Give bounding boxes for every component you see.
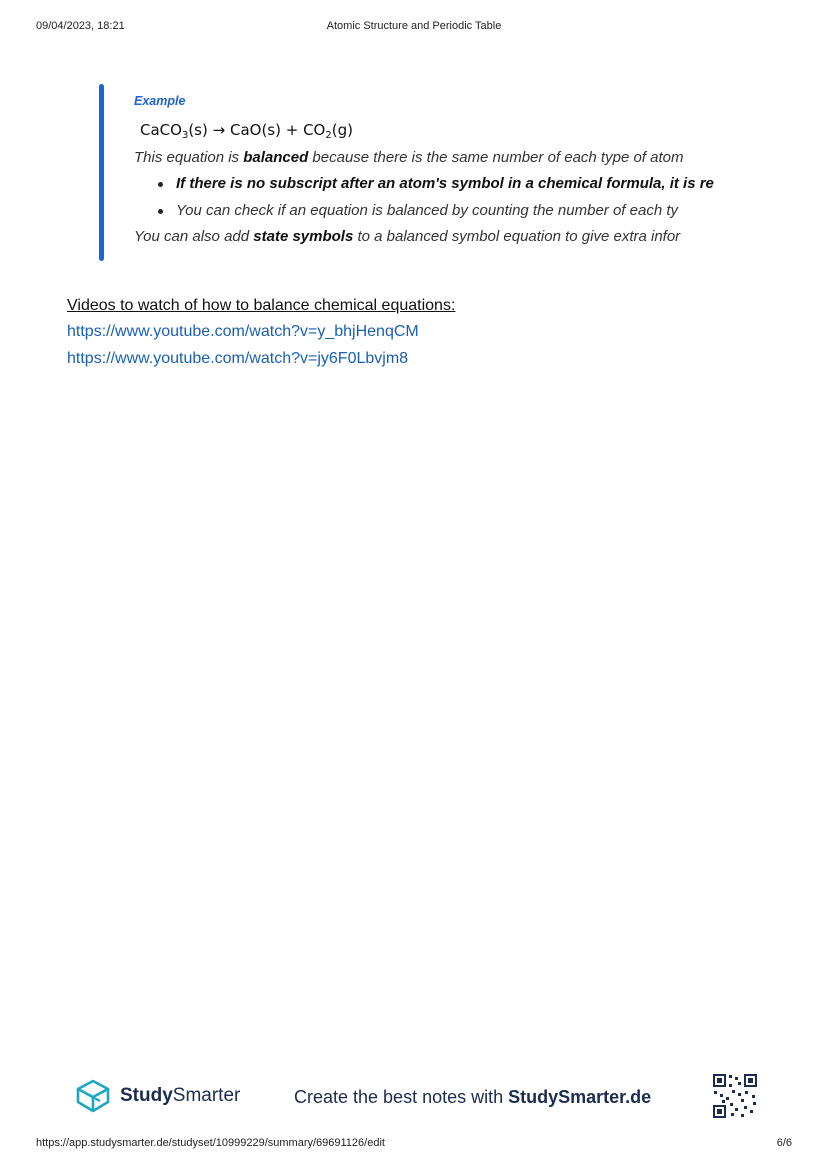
product-1: CaO(s) [229,121,281,139]
bullet-dot [158,209,163,214]
qr-code-icon [712,1073,758,1119]
tagline-text: Create the best notes with [294,1087,509,1107]
bold-term: balanced [243,149,309,166]
bullet-dot [158,182,163,187]
logo-word-smarter: Smarter [172,1085,241,1106]
product-2-subscript: 2 [325,130,332,141]
logo-wordmark [120,1085,240,1107]
print-datetime: 09/04/2023, 18:21 [36,20,125,32]
reactant-state: (s) [188,121,208,139]
page-url: https://app.studysmarter.de/studyset/10999229/summary/69691126/edit [36,1137,385,1149]
list-item-text: You can check if an equation is balanced by counting the number of each ty [176,202,679,219]
text-run: because there is the same number of each type of atom [308,149,684,166]
product-2-formula: CO [303,121,326,139]
product-2-state: (g) [331,121,353,139]
example-callout [99,84,763,261]
text-run: This equation is [134,149,244,166]
videos-heading: Videos to watch of how to balance chemical equations: [67,297,456,314]
state-symbols-note [134,228,680,245]
text-run: to a balanced symbol equation to give extra infor [353,228,681,245]
studysmarter-logo [74,1078,240,1114]
plus-sign: + [280,121,304,139]
tagline-brand: StudySmarter.de [508,1087,652,1107]
chemical-equation [140,121,353,141]
callout-accent-bar [99,84,104,261]
youtube-link-2[interactable]: https://www.youtube.com/watch?v=jy6F0Lbvjm8 [67,350,409,367]
logo-word-study: Study [120,1085,173,1106]
text-run: You can also add [134,228,254,245]
youtube-link-1[interactable]: https://www.youtube.com/watch?v=y_bhjHenqCM [67,323,419,340]
example-label: Example [134,94,186,108]
reaction-arrow: → [207,121,230,139]
reactant-formula: CaCO [140,121,182,139]
reactant-subscript: 3 [181,130,189,141]
page-title: Atomic Structure and Periodic Table [326,20,502,32]
cube-logo-icon [74,1078,112,1114]
list-item [176,202,678,219]
list-item-text: If there is no subscript after an atom's symbol in a chemical formula, it is re [176,175,714,192]
balanced-explanation [134,149,683,166]
promo-tagline [294,1087,651,1108]
bold-term: state symbols [253,228,354,245]
list-item [176,175,714,192]
page-number: 6/6 [776,1137,792,1149]
